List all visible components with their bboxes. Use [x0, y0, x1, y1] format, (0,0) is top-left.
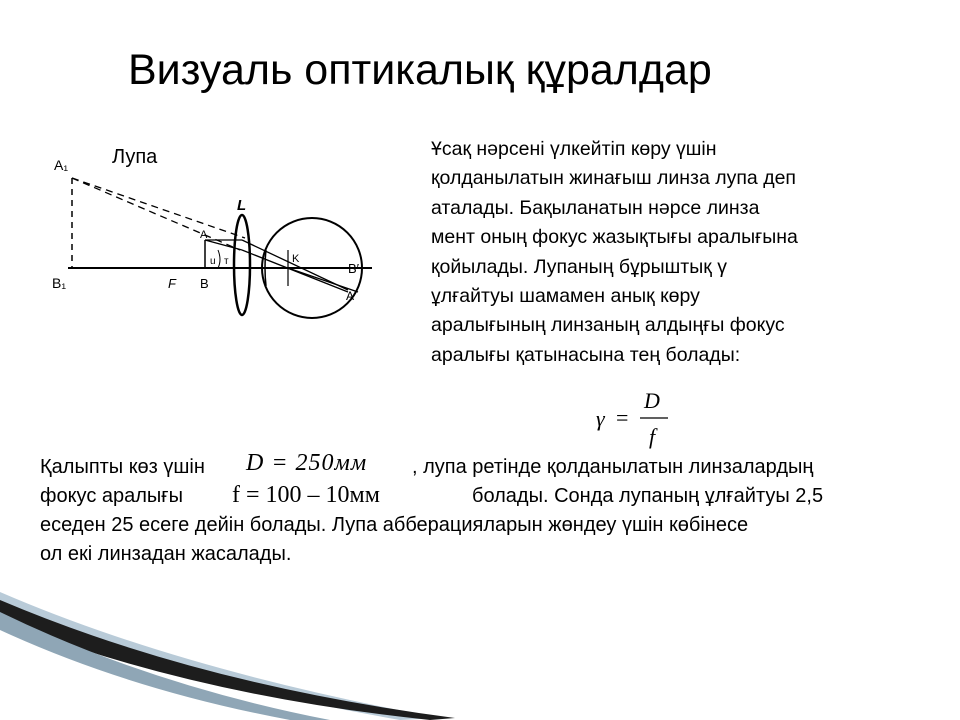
bottom-line1-start: Қалыпты көз үшін — [40, 456, 205, 478]
formula-denominator: f — [649, 424, 656, 449]
magnifier-diagram — [40, 140, 380, 330]
label-b1: B₁ — [52, 275, 67, 291]
dashed-ray-1 — [72, 178, 240, 250]
bottom-line2-start: фокус аралығы — [40, 485, 183, 507]
paragraph-line: аралығы қатынасына тең болады: — [431, 343, 741, 366]
paragraph-line: аталады. Бақыланатын нәрсе линза — [431, 196, 760, 219]
magnification-formula — [592, 384, 682, 454]
diagram-caption: Лупа — [112, 146, 158, 168]
bottom-line1-end: , лупа ретінде қолданылатын линзалардың — [412, 456, 814, 478]
decorative-corner-swoosh — [0, 590, 460, 720]
label-a1: A₁ — [54, 157, 69, 173]
paragraph-line: ұлғайтуы шамамен анық көру — [431, 285, 700, 308]
label-u: u — [210, 256, 216, 267]
formula-d-250: D = 250мм — [246, 450, 368, 476]
bottom-line2-end: болады. Сонда лупаның ұлғайтуы 2,5 — [472, 485, 824, 507]
lens — [234, 215, 250, 315]
formula-equals: = — [616, 405, 629, 430]
label-t: т — [224, 256, 229, 267]
label-k: K — [292, 253, 300, 265]
ray-2 — [205, 240, 242, 250]
paragraph-line: мент оның фокус жазықтығы аралығына — [431, 226, 798, 249]
dashed-ray-2 — [72, 178, 245, 238]
label-a-prime: A′ — [346, 289, 357, 303]
label-l: L — [237, 197, 247, 214]
bottom-line4: ол екі линзадан жасалады. — [40, 543, 292, 565]
angle-arc — [218, 250, 220, 268]
label-b-prime: B′ — [348, 261, 360, 276]
formula-f-range: f = 100 – 10мм — [232, 482, 380, 508]
label-a: A — [200, 229, 208, 241]
bottom-line3: еседен 25 есеге дейін болады. Лупа абберацияларын жөндеу үшін көбінесе — [40, 514, 749, 536]
description-paragraph — [431, 135, 893, 370]
paragraph-line: қойылады. Лупаның бұрыштық γ — [431, 255, 727, 278]
paragraph-line: Ұсақ нәрсені үлкейтіп көру үшін — [431, 138, 717, 160]
label-b: B — [200, 276, 209, 291]
slide-title: Визуаль оптикалық құралдар — [128, 46, 712, 94]
paragraph-line: аралығының линзаның алдыңғы фокус — [431, 314, 785, 337]
formula-numerator: D — [644, 388, 660, 413]
formula-gamma-symbol: γ — [596, 406, 605, 431]
paragraph-line: қолданылатын жинағыш линза лупа деп — [431, 167, 796, 190]
label-f: F — [168, 276, 176, 291]
